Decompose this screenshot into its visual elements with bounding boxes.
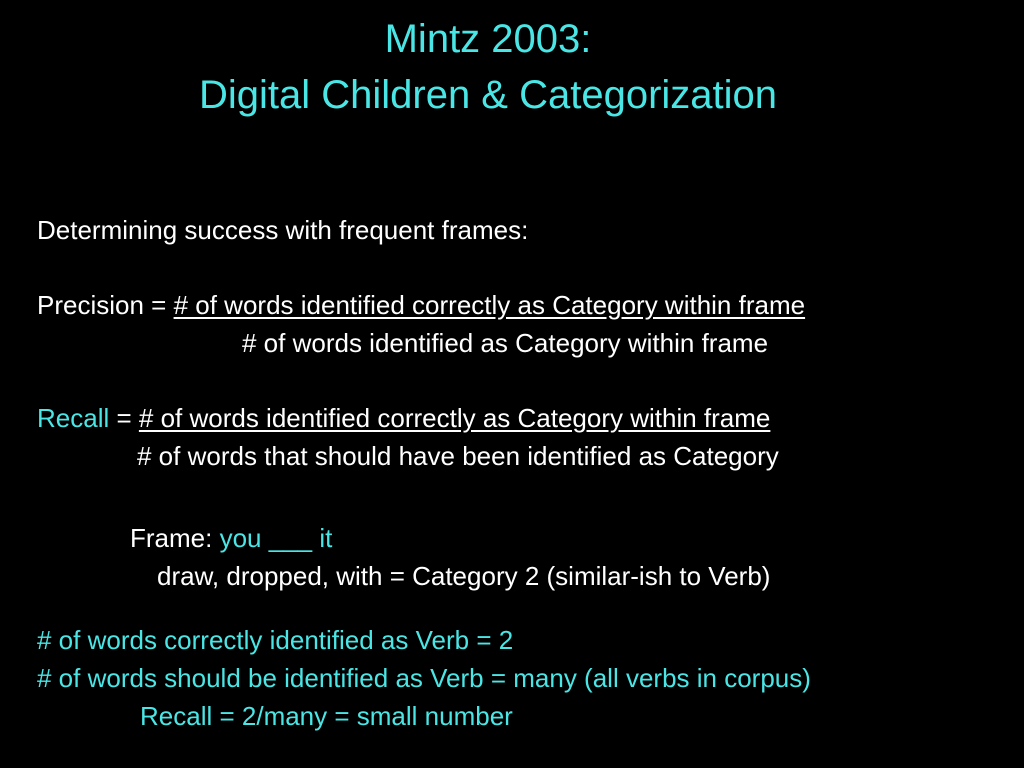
- example-line3: Recall = 2/many = small number: [140, 701, 513, 731]
- example-line1: # of words correctly identified as Verb = 2: [37, 625, 514, 655]
- example-line2: # of words should be identified as Verb = many (all verbs in corpus): [37, 663, 811, 693]
- precision-numerator: # of words identified correctly as Category within frame: [173, 290, 806, 320]
- recall-label: Recall: [37, 403, 110, 433]
- frame-line: [130, 522, 332, 554]
- precision-formula: [37, 289, 805, 321]
- intro-text: Determining success with frequent frames:: [37, 215, 529, 245]
- precision-denominator: # of words identified as Category within frame: [242, 328, 769, 358]
- recall-denominator: # of words that should have been identified as Category: [137, 441, 779, 471]
- slide-title-line1: Mintz 2003:: [384, 17, 592, 61]
- frame-words: draw, dropped, with = Category 2 (similar-ish to Verb): [157, 561, 771, 591]
- precision-label: Precision: [37, 290, 144, 320]
- precision-equals: =: [143, 290, 174, 320]
- frame-value: you ___ it: [219, 523, 333, 553]
- recall-equals: =: [109, 403, 139, 433]
- recall-formula: [37, 402, 770, 434]
- slide-title-line2: Digital Children & Categorization: [198, 73, 778, 117]
- recall-numerator: # of words identified correctly as Category within frame: [138, 403, 771, 433]
- frame-label: Frame:: [130, 523, 220, 553]
